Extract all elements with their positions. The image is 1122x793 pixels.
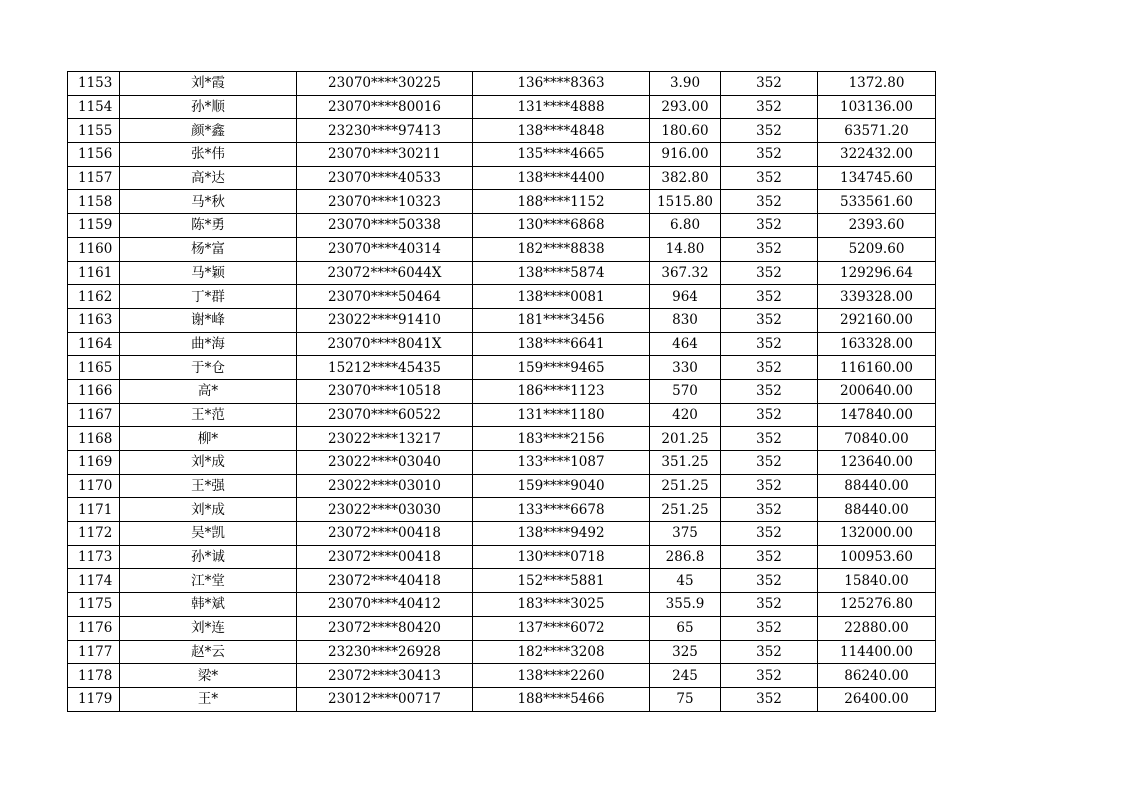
table-row — [68, 72, 936, 96]
table-row — [68, 119, 936, 143]
table-row — [68, 569, 936, 593]
amount-cell: 63571.20 — [818, 119, 936, 143]
id-number-cell: 23070****40412 — [297, 593, 473, 617]
id-number-cell: 23022****91410 — [297, 308, 473, 332]
table-body — [68, 72, 936, 712]
phone-cell: 133****6678 — [473, 498, 650, 522]
amount-cell: 116160.00 — [818, 356, 936, 380]
id-number-cell: 23230****97413 — [297, 119, 473, 143]
quantity-cell: 570 — [650, 379, 721, 403]
quantity-cell: 916.00 — [650, 143, 721, 167]
name-cell: 丁*群 — [120, 285, 297, 309]
unit-price-cell: 352 — [721, 356, 818, 380]
phone-cell: 159****9040 — [473, 474, 650, 498]
phone-cell: 130****0718 — [473, 545, 650, 569]
id-number-cell: 23070****40533 — [297, 166, 473, 190]
name-cell: 吴*凯 — [120, 522, 297, 546]
amount-cell: 88440.00 — [818, 474, 936, 498]
id-number-cell: 23072****00418 — [297, 545, 473, 569]
row-number-cell: 1179 — [68, 687, 120, 711]
table-row — [68, 640, 936, 664]
amount-cell: 22880.00 — [818, 616, 936, 640]
amount-cell: 134745.60 — [818, 166, 936, 190]
name-cell: 江*堂 — [120, 569, 297, 593]
id-number-cell: 23072****80420 — [297, 616, 473, 640]
row-number-cell: 1166 — [68, 379, 120, 403]
amount-cell: 200640.00 — [818, 379, 936, 403]
id-number-cell: 23072****6044X — [297, 261, 473, 285]
amount-cell: 292160.00 — [818, 308, 936, 332]
id-number-cell: 23072****30413 — [297, 664, 473, 688]
table-row — [68, 498, 936, 522]
table-row — [68, 356, 936, 380]
unit-price-cell: 352 — [721, 237, 818, 261]
unit-price-cell: 352 — [721, 332, 818, 356]
phone-cell: 138****4400 — [473, 166, 650, 190]
amount-cell: 123640.00 — [818, 451, 936, 475]
row-number-cell: 1169 — [68, 451, 120, 475]
phone-cell: 135****4665 — [473, 143, 650, 167]
row-number-cell: 1170 — [68, 474, 120, 498]
amount-cell: 339328.00 — [818, 285, 936, 309]
unit-price-cell: 352 — [721, 451, 818, 475]
name-cell: 梁* — [120, 664, 297, 688]
amount-cell: 125276.80 — [818, 593, 936, 617]
table-row — [68, 143, 936, 167]
phone-cell: 159****9465 — [473, 356, 650, 380]
amount-cell: 533561.60 — [818, 190, 936, 214]
unit-price-cell: 352 — [721, 379, 818, 403]
id-number-cell: 23070****10323 — [297, 190, 473, 214]
id-number-cell: 23230****26928 — [297, 640, 473, 664]
table-row — [68, 474, 936, 498]
table-row — [68, 593, 936, 617]
amount-cell: 70840.00 — [818, 427, 936, 451]
phone-cell: 188****1152 — [473, 190, 650, 214]
amount-cell: 86240.00 — [818, 664, 936, 688]
amount-cell: 5209.60 — [818, 237, 936, 261]
row-number-cell: 1171 — [68, 498, 120, 522]
phone-cell: 188****5466 — [473, 687, 650, 711]
amount-cell: 103136.00 — [818, 95, 936, 119]
quantity-cell: 180.60 — [650, 119, 721, 143]
id-number-cell: 23070****50464 — [297, 285, 473, 309]
id-number-cell: 23070****8041X — [297, 332, 473, 356]
row-number-cell: 1154 — [68, 95, 120, 119]
name-cell: 张*伟 — [120, 143, 297, 167]
phone-cell: 182****3208 — [473, 640, 650, 664]
quantity-cell: 1515.80 — [650, 190, 721, 214]
name-cell: 颜*鑫 — [120, 119, 297, 143]
name-cell: 陈*勇 — [120, 214, 297, 238]
name-cell: 高* — [120, 379, 297, 403]
unit-price-cell: 352 — [721, 616, 818, 640]
quantity-cell: 3.90 — [650, 72, 721, 96]
amount-cell: 147840.00 — [818, 403, 936, 427]
table-row — [68, 261, 936, 285]
unit-price-cell: 352 — [721, 190, 818, 214]
table-row — [68, 190, 936, 214]
unit-price-cell: 352 — [721, 664, 818, 688]
id-number-cell: 23022****03040 — [297, 451, 473, 475]
quantity-cell: 830 — [650, 308, 721, 332]
quantity-cell: 351.25 — [650, 451, 721, 475]
row-number-cell: 1165 — [68, 356, 120, 380]
row-number-cell: 1159 — [68, 214, 120, 238]
unit-price-cell: 352 — [721, 474, 818, 498]
quantity-cell: 382.80 — [650, 166, 721, 190]
amount-cell: 163328.00 — [818, 332, 936, 356]
unit-price-cell: 352 — [721, 285, 818, 309]
name-cell: 刘*成 — [120, 498, 297, 522]
amount-cell: 88440.00 — [818, 498, 936, 522]
unit-price-cell: 352 — [721, 593, 818, 617]
id-number-cell: 23070****60522 — [297, 403, 473, 427]
amount-cell: 114400.00 — [818, 640, 936, 664]
row-number-cell: 1173 — [68, 545, 120, 569]
phone-cell: 186****1123 — [473, 379, 650, 403]
phone-cell: 138****0081 — [473, 285, 650, 309]
quantity-cell: 251.25 — [650, 498, 721, 522]
table-row — [68, 451, 936, 475]
table-row — [68, 285, 936, 309]
quantity-cell: 330 — [650, 356, 721, 380]
quantity-cell: 201.25 — [650, 427, 721, 451]
row-number-cell: 1156 — [68, 143, 120, 167]
name-cell: 刘*成 — [120, 451, 297, 475]
table-row — [68, 95, 936, 119]
unit-price-cell: 352 — [721, 261, 818, 285]
amount-cell: 132000.00 — [818, 522, 936, 546]
row-number-cell: 1175 — [68, 593, 120, 617]
unit-price-cell: 352 — [721, 214, 818, 238]
name-cell: 王* — [120, 687, 297, 711]
row-number-cell: 1177 — [68, 640, 120, 664]
unit-price-cell: 352 — [721, 308, 818, 332]
row-number-cell: 1163 — [68, 308, 120, 332]
id-number-cell: 23022****13217 — [297, 427, 473, 451]
quantity-cell: 964 — [650, 285, 721, 309]
amount-cell: 2393.60 — [818, 214, 936, 238]
quantity-cell: 367.32 — [650, 261, 721, 285]
amount-cell: 322432.00 — [818, 143, 936, 167]
id-number-cell: 23070****10518 — [297, 379, 473, 403]
quantity-cell: 65 — [650, 616, 721, 640]
id-number-cell: 23022****03030 — [297, 498, 473, 522]
phone-cell: 131****1180 — [473, 403, 650, 427]
unit-price-cell: 352 — [721, 522, 818, 546]
id-number-cell: 23070****50338 — [297, 214, 473, 238]
quantity-cell: 75 — [650, 687, 721, 711]
row-number-cell: 1155 — [68, 119, 120, 143]
quantity-cell: 6.80 — [650, 214, 721, 238]
quantity-cell: 420 — [650, 403, 721, 427]
quantity-cell: 14.80 — [650, 237, 721, 261]
table-row — [68, 403, 936, 427]
name-cell: 韩*斌 — [120, 593, 297, 617]
phone-cell: 183****2156 — [473, 427, 650, 451]
row-number-cell: 1161 — [68, 261, 120, 285]
id-number-cell: 15212****45435 — [297, 356, 473, 380]
unit-price-cell: 352 — [721, 403, 818, 427]
amount-cell: 129296.64 — [818, 261, 936, 285]
name-cell: 刘*连 — [120, 616, 297, 640]
amount-cell: 100953.60 — [818, 545, 936, 569]
phone-cell: 138****4848 — [473, 119, 650, 143]
quantity-cell: 251.25 — [650, 474, 721, 498]
name-cell: 王*范 — [120, 403, 297, 427]
row-number-cell: 1158 — [68, 190, 120, 214]
unit-price-cell: 352 — [721, 95, 818, 119]
quantity-cell: 355.9 — [650, 593, 721, 617]
quantity-cell: 245 — [650, 664, 721, 688]
id-number-cell: 23022****03010 — [297, 474, 473, 498]
row-number-cell: 1157 — [68, 166, 120, 190]
row-number-cell: 1153 — [68, 72, 120, 96]
id-number-cell: 23072****40418 — [297, 569, 473, 593]
row-number-cell: 1164 — [68, 332, 120, 356]
name-cell: 于*仓 — [120, 356, 297, 380]
id-number-cell: 23070****80016 — [297, 95, 473, 119]
name-cell: 曲*海 — [120, 332, 297, 356]
row-number-cell: 1176 — [68, 616, 120, 640]
amount-cell: 1372.80 — [818, 72, 936, 96]
name-cell: 柳* — [120, 427, 297, 451]
table-row — [68, 545, 936, 569]
amount-cell: 15840.00 — [818, 569, 936, 593]
name-cell: 赵*云 — [120, 640, 297, 664]
unit-price-cell: 352 — [721, 427, 818, 451]
phone-cell: 138****5874 — [473, 261, 650, 285]
name-cell: 马*颖 — [120, 261, 297, 285]
phone-cell: 183****3025 — [473, 593, 650, 617]
row-number-cell: 1168 — [68, 427, 120, 451]
phone-cell: 182****8838 — [473, 237, 650, 261]
name-cell: 王*强 — [120, 474, 297, 498]
unit-price-cell: 352 — [721, 166, 818, 190]
table-row — [68, 308, 936, 332]
unit-price-cell: 352 — [721, 498, 818, 522]
table-row — [68, 237, 936, 261]
id-number-cell: 23070****40314 — [297, 237, 473, 261]
row-number-cell: 1162 — [68, 285, 120, 309]
row-number-cell: 1160 — [68, 237, 120, 261]
quantity-cell: 293.00 — [650, 95, 721, 119]
unit-price-cell: 352 — [721, 545, 818, 569]
phone-cell: 181****3456 — [473, 308, 650, 332]
name-cell: 杨*富 — [120, 237, 297, 261]
name-cell: 孙*诚 — [120, 545, 297, 569]
amount-cell: 26400.00 — [818, 687, 936, 711]
name-cell: 马*秋 — [120, 190, 297, 214]
table-row — [68, 332, 936, 356]
phone-cell: 130****6868 — [473, 214, 650, 238]
phone-cell: 131****4888 — [473, 95, 650, 119]
id-number-cell: 23072****00418 — [297, 522, 473, 546]
row-number-cell: 1167 — [68, 403, 120, 427]
row-number-cell: 1174 — [68, 569, 120, 593]
phone-cell: 138****9492 — [473, 522, 650, 546]
table-row — [68, 522, 936, 546]
name-cell: 孙*顺 — [120, 95, 297, 119]
name-cell: 高*达 — [120, 166, 297, 190]
name-cell: 谢*峰 — [120, 308, 297, 332]
id-number-cell: 23012****00717 — [297, 687, 473, 711]
unit-price-cell: 352 — [721, 687, 818, 711]
unit-price-cell: 352 — [721, 119, 818, 143]
table-row — [68, 166, 936, 190]
quantity-cell: 375 — [650, 522, 721, 546]
phone-cell: 138****2260 — [473, 664, 650, 688]
unit-price-cell: 352 — [721, 72, 818, 96]
quantity-cell: 286.8 — [650, 545, 721, 569]
unit-price-cell: 352 — [721, 569, 818, 593]
table-row — [68, 664, 936, 688]
unit-price-cell: 352 — [721, 640, 818, 664]
quantity-cell: 45 — [650, 569, 721, 593]
phone-cell: 137****6072 — [473, 616, 650, 640]
data-table — [67, 71, 936, 712]
quantity-cell: 325 — [650, 640, 721, 664]
table-row — [68, 616, 936, 640]
row-number-cell: 1178 — [68, 664, 120, 688]
id-number-cell: 23070****30211 — [297, 143, 473, 167]
row-number-cell: 1172 — [68, 522, 120, 546]
phone-cell: 136****8363 — [473, 72, 650, 96]
quantity-cell: 464 — [650, 332, 721, 356]
phone-cell: 133****1087 — [473, 451, 650, 475]
id-number-cell: 23070****30225 — [297, 72, 473, 96]
table-row — [68, 687, 936, 711]
phone-cell: 152****5881 — [473, 569, 650, 593]
unit-price-cell: 352 — [721, 143, 818, 167]
phone-cell: 138****6641 — [473, 332, 650, 356]
name-cell: 刘*霞 — [120, 72, 297, 96]
table-row — [68, 379, 936, 403]
table-row — [68, 427, 936, 451]
table-row — [68, 214, 936, 238]
